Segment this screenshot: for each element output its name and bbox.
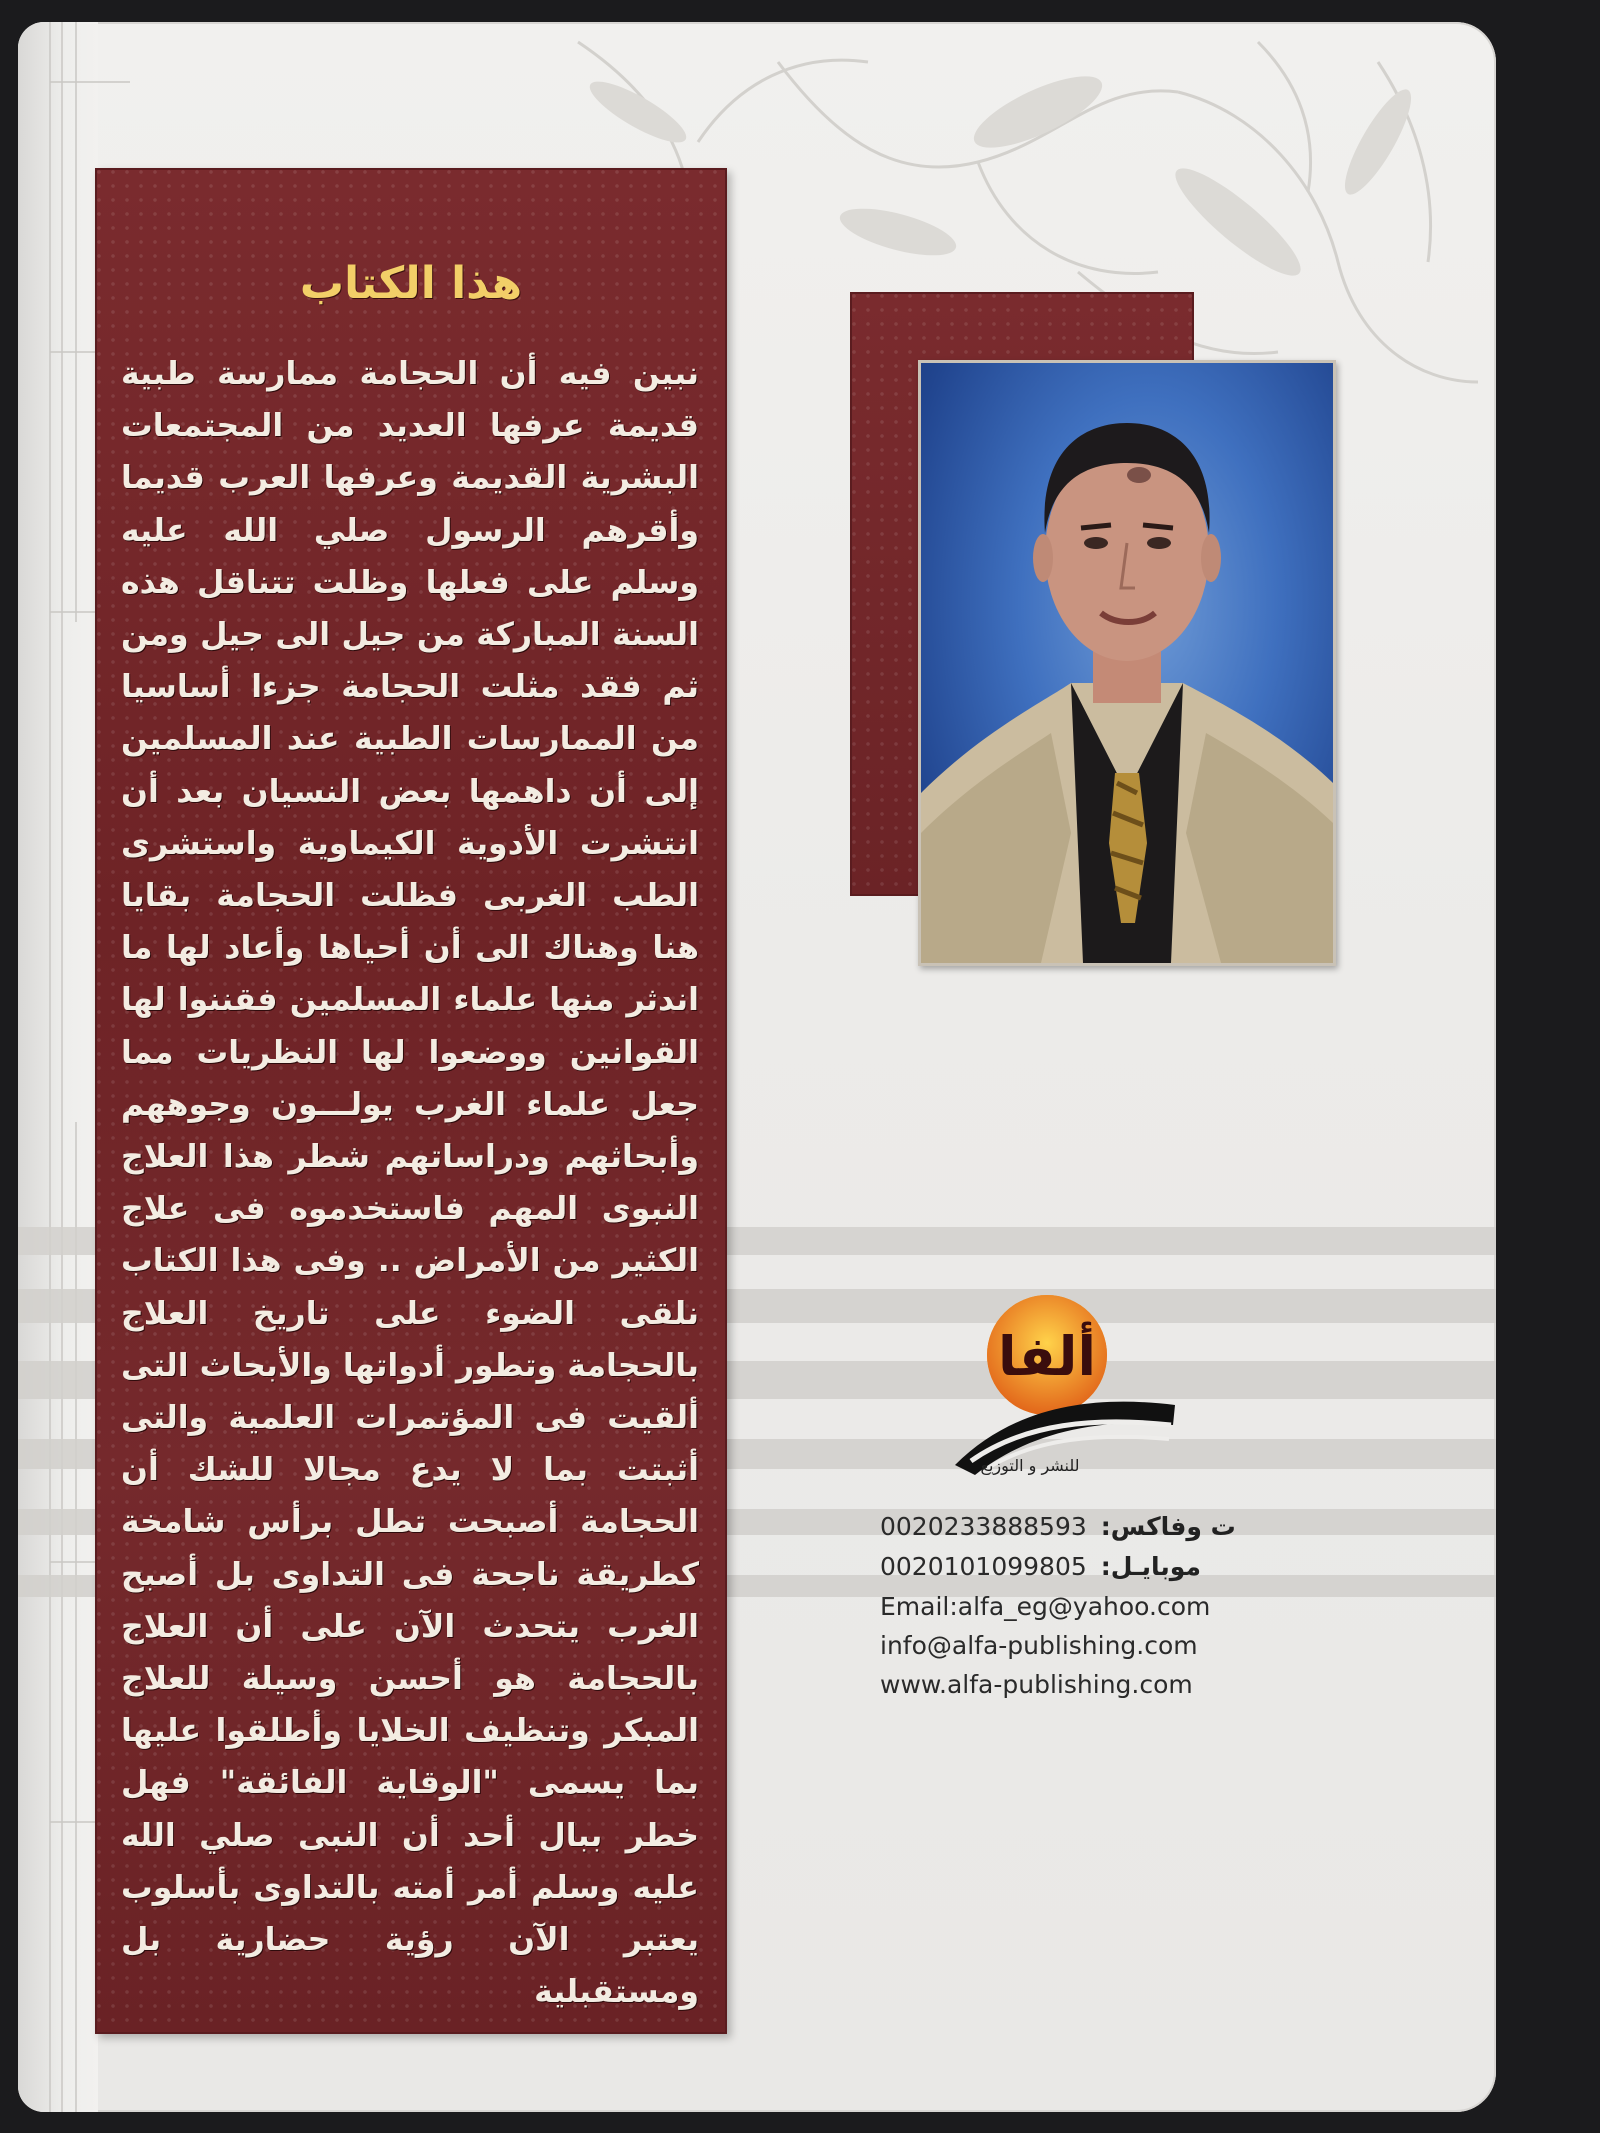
contact-info bbox=[880, 1512, 1280, 1709]
email-address: Email:alfa_eg@yahoo.com bbox=[880, 1592, 1211, 1621]
phone-fax-number: 0020233888593 bbox=[880, 1512, 1087, 1541]
author-photo bbox=[918, 360, 1336, 966]
logo-text: ألفا bbox=[998, 1325, 1096, 1388]
panel-body-text: نبين فيه أن الحجامة ممارسة طبية قديمة عرفها العديد من المجتمعات البشرية القديمة وعرفها العرب قديما وأقرهم الرسول صلي الله عليه وسلم على فعلها وظلت تتناقل هذه السنة المباركة من جيل الى جيل ومن ثم فقد مثلت الحجامة جزءا أساسيا من الممارسات الطبية عند المسلمين إلى أن داهمها بعض النسيان بعد أن انتشرت الأدوية الكيماوية واستشرى الطب الغربى فظلت الحجامة بقايا هنا وهناك الى أن أحياها وأعاد لها ما اندثر منها علماء المسلمين فقننوا لها القوانين ووضعوا لها النظريات مما جعل علماء الغرب يولـــون وجوههم وأبحاثهم ودراساتهم شطر هذا العلاج النبوى المهم فاستخدموه فى علاج الكثير من الأمراض .. وفى هذا الكتاب نلقى الضوء على تاريخ العلاج بالحجامة وتطور أدواتها والأبحاث التى ألقيت فى المؤتمرات العلمية والتى أثبتت بما لا يدع مجالا للشك أن الحجامة أصبحت تطل برأس شامخة كطريقة ناجحة فى التداوى بل أصبح الغرب يتحدث الآن على أن العلاج بالحجامة هو أحسن وسيلة للعلاج المبكر وتنظيف الخلايا وأطلقوا عليها بما يسمى "الوقاية الفائقة" فهل خطر ببال أحد أن النبى صلي الله عليه وسلم أمر أمته بالتداوى بأسلوب يعتبر الآن رؤية حضارية بل ومستقبلية bbox=[121, 356, 699, 2011]
description-panel bbox=[95, 168, 727, 2034]
publisher-tagline: للنشر و التوزيع bbox=[980, 1456, 1080, 1475]
phone-fax-row bbox=[880, 1512, 1280, 1552]
mobile-label: موبايـل: bbox=[1100, 1552, 1201, 1581]
website-row bbox=[880, 1670, 1280, 1709]
website-address: www.alfa-publishing.com bbox=[880, 1670, 1193, 1699]
mobile-row bbox=[880, 1552, 1280, 1592]
email-row bbox=[880, 1592, 1280, 1631]
author-portrait-illustration bbox=[921, 363, 1333, 963]
mobile-number: 0020101099805 bbox=[880, 1552, 1087, 1581]
panel-title: هذا الكتاب bbox=[299, 258, 523, 309]
info-email-address: info@alfa-publishing.com bbox=[880, 1631, 1198, 1660]
phone-fax-label: ت وفاكس: bbox=[1100, 1512, 1236, 1541]
info-email-row bbox=[880, 1631, 1280, 1670]
